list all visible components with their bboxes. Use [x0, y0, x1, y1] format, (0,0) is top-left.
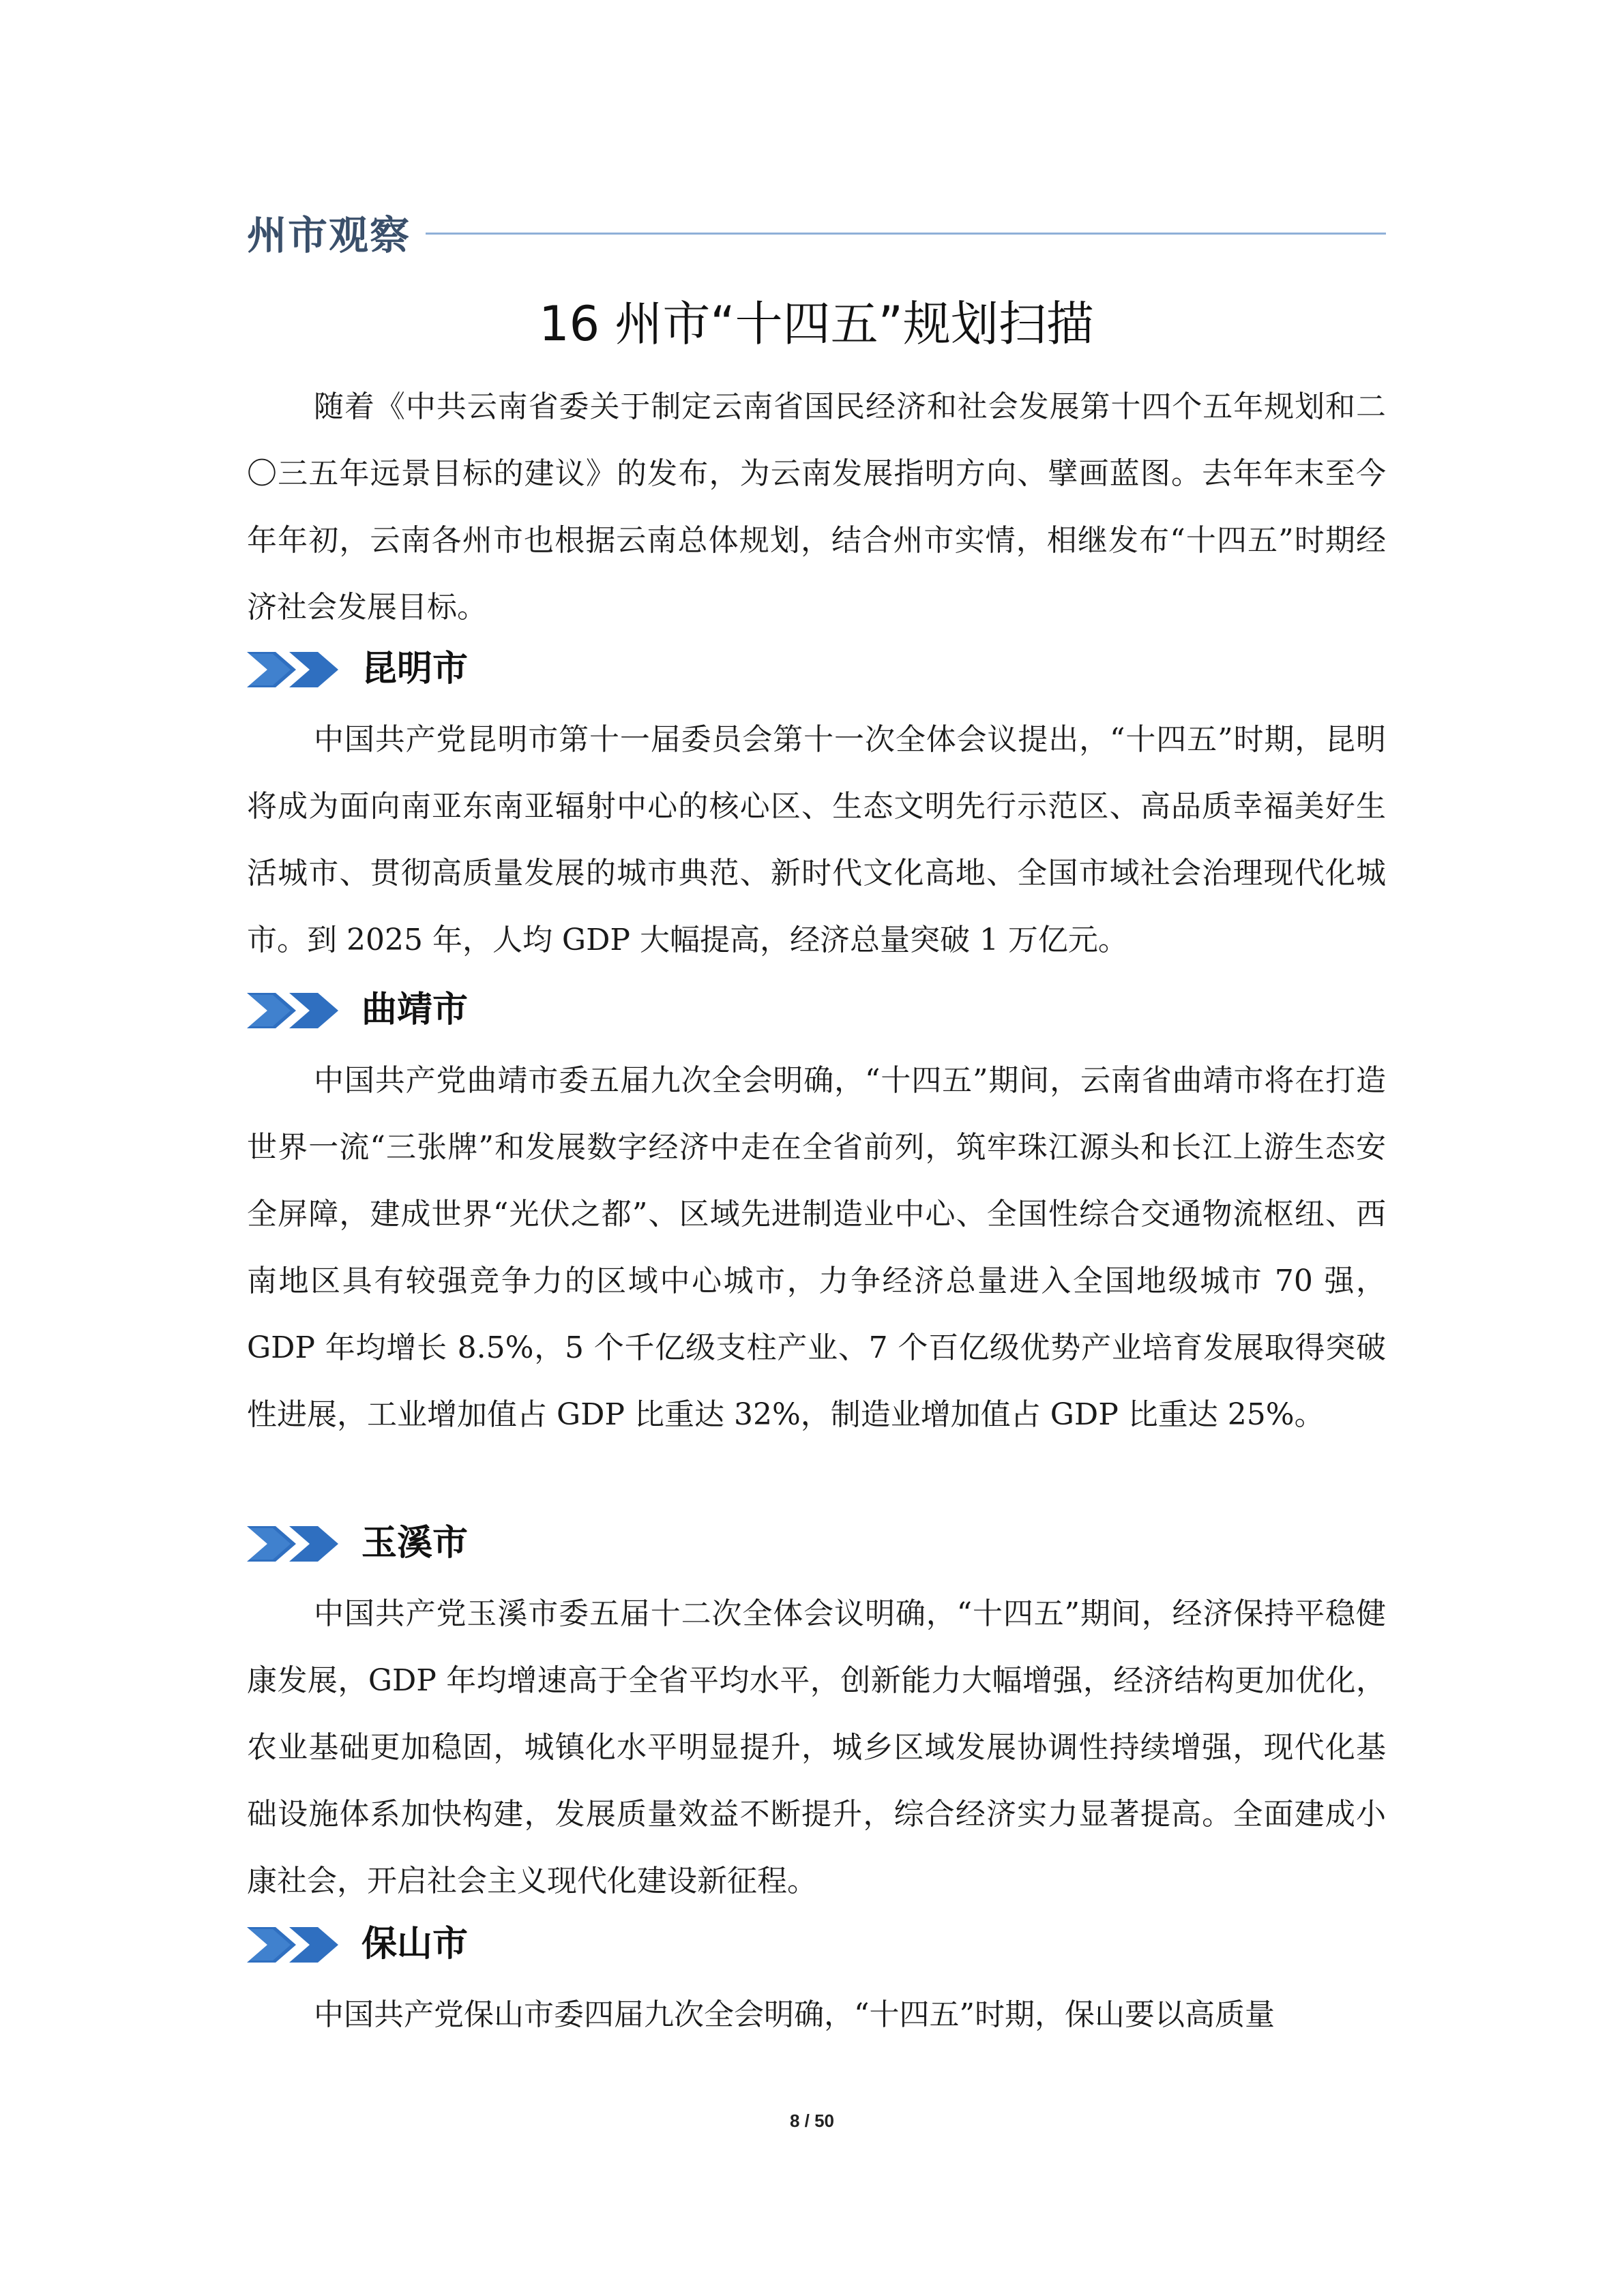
page-number: 8 / 50	[789, 2111, 835, 2131]
city-paragraph-kunming: 中国共产党昆明市第十一届委员会第十一次全体会议提出，“十四五”时期，昆明将成为面向南亚东南亚辐射中心的核心区、生态文明先行示范区、高品质幸福美好生活城市、贯彻高质量发展的城市典范、新时代文化高地、全国市域社会治理现代化城市。到 2025 年，人均 GDP 大幅提高，经济总量突破 1 万亿元。	[247, 722, 1386, 957]
double-chevron-arrows-icon	[247, 652, 349, 687]
section-title: 州市观察	[247, 212, 411, 258]
city-heading-yuxi	[247, 1512, 1386, 1574]
city-heading-baoshan	[247, 1913, 1386, 1975]
city-name: 保山市	[361, 1924, 469, 1965]
section-header	[247, 208, 1386, 263]
city-name: 昆明市	[361, 648, 469, 689]
intro-paragraph: 随着《中共云南省委关于制定云南省国民经济和社会发展第十四个五年规划和二〇三五年远景目标的建议》的发布，为云南发展指明方向、擘画蓝图。去年年末至今年年初，云南各州市也根据云南总体规划，结合州市实情，相继发布“十四五”时期经济社会发展目标。	[247, 389, 1386, 625]
article-title: 16 州市“十四五”规划扫描	[539, 296, 1094, 352]
city-name: 玉溪市	[361, 1523, 469, 1564]
city-heading-qujing	[247, 979, 1386, 1041]
city-paragraph-baoshan: 中国共产党保山市委四届九次全会明确，“十四五”时期，保山要以高质量	[314, 1997, 1275, 2032]
city-paragraph-qujing: 中国共产党曲靖市委五届九次全会明确，“十四五”期间，云南省曲靖市将在打造世界一流“三张牌”和发展数字经济中走在全省前列，筑牢珠江源头和长江上游生态安全屏障，建成世界“光伏之都”、区域先进制造业中心、全国性综合交通物流枢纽、西南地区具有较强竞争力的区域中心城市，力争经济总量进入全国地级城市 70 强，GDP 年均增长 8.5%，5 个千亿级支柱产业、7 个百亿级优势产业培育发展取得突破性进展，工业增加值占 GDP 比重达 32%，制造业增加值占 GDP 比重达 25%。	[247, 1063, 1386, 1432]
header-rule	[426, 233, 1386, 235]
double-chevron-arrows-icon	[247, 1927, 349, 1963]
city-heading-kunming	[247, 638, 1386, 700]
double-chevron-arrows-icon	[247, 1526, 349, 1562]
city-name: 曲靖市	[361, 989, 469, 1030]
city-paragraph-yuxi: 中国共产党玉溪市委五届十二次全体会议明确，“十四五”期间，经济保持平稳健康发展，GDP 年均增速高于全省平均水平，创新能力大幅增强，经济结构更加优化，农业基础更加稳固，城镇化水平明显提升，城乡区域发展协调性持续增强，现代化基础设施体系加快构建，发展质量效益不断提升，综合经济实力显著提高。全面建成小康社会，开启社会主义现代化建设新征程。	[247, 1596, 1386, 1898]
double-chevron-arrows-icon	[247, 993, 349, 1028]
